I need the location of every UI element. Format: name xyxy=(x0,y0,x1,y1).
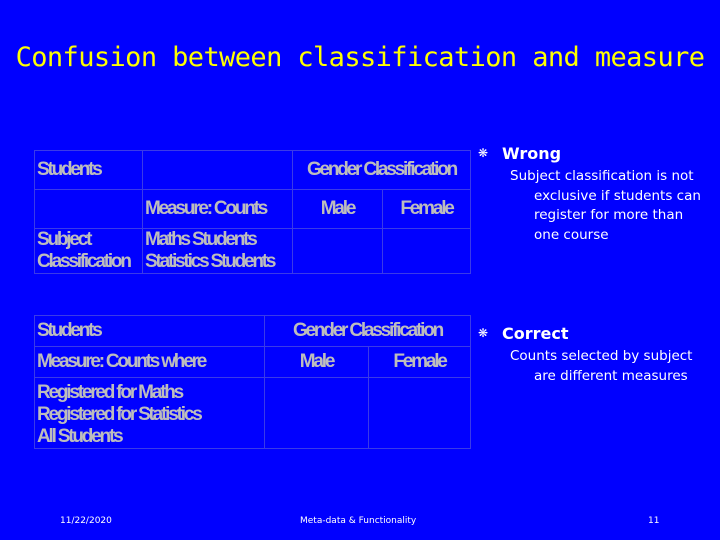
table-row-label: All Students xyxy=(37,426,122,447)
footer-center: Meta-data & Functionality xyxy=(300,516,417,526)
bullet-text: Subject classification is not exclusive if students can register for more than one course xyxy=(510,168,701,243)
bullet-icon: ❋ xyxy=(478,326,489,340)
table1-header: Gender Classification xyxy=(293,151,471,190)
row-label-line: Classification xyxy=(37,251,130,272)
footer-date: 11/22/2020 xyxy=(60,516,112,526)
table2-corner: Students xyxy=(35,316,265,347)
table2-measure-label: Measure: Counts where xyxy=(35,347,265,378)
measures-table xyxy=(34,315,471,449)
table1-measure-label: Measure: Counts xyxy=(143,190,293,229)
bullet-correct xyxy=(478,324,708,386)
table-row-label: Registered for Statistics xyxy=(37,404,201,425)
classification-table xyxy=(34,150,471,274)
table-row-label: Maths Students xyxy=(145,229,256,250)
bullet-wrong xyxy=(478,144,708,245)
table-row-label: Registered for Maths xyxy=(37,382,182,403)
slide-title: Confusion between classification and measure xyxy=(15,42,705,73)
table1-col-male: Male xyxy=(293,190,383,229)
table1-corner: Students xyxy=(35,151,143,190)
table2-header: Gender Classification xyxy=(265,316,471,347)
bullet-text: Counts selected by subject are different measures xyxy=(510,348,693,384)
bullet-heading: Wrong xyxy=(502,144,562,163)
table2-col-female: Female xyxy=(369,347,471,378)
table-row-label: Statistics Students xyxy=(145,251,275,272)
table1-col-female: Female xyxy=(383,190,471,229)
row-label-line: Subject xyxy=(37,229,91,250)
footer-page-number: 11 xyxy=(648,516,660,526)
table1-row-items xyxy=(143,229,293,274)
table1-row-label xyxy=(35,229,143,274)
table2-row-items xyxy=(35,378,265,449)
table2-col-male: Male xyxy=(265,347,369,378)
bullet-icon: ❋ xyxy=(478,146,489,160)
bullet-heading: Correct xyxy=(502,324,569,343)
